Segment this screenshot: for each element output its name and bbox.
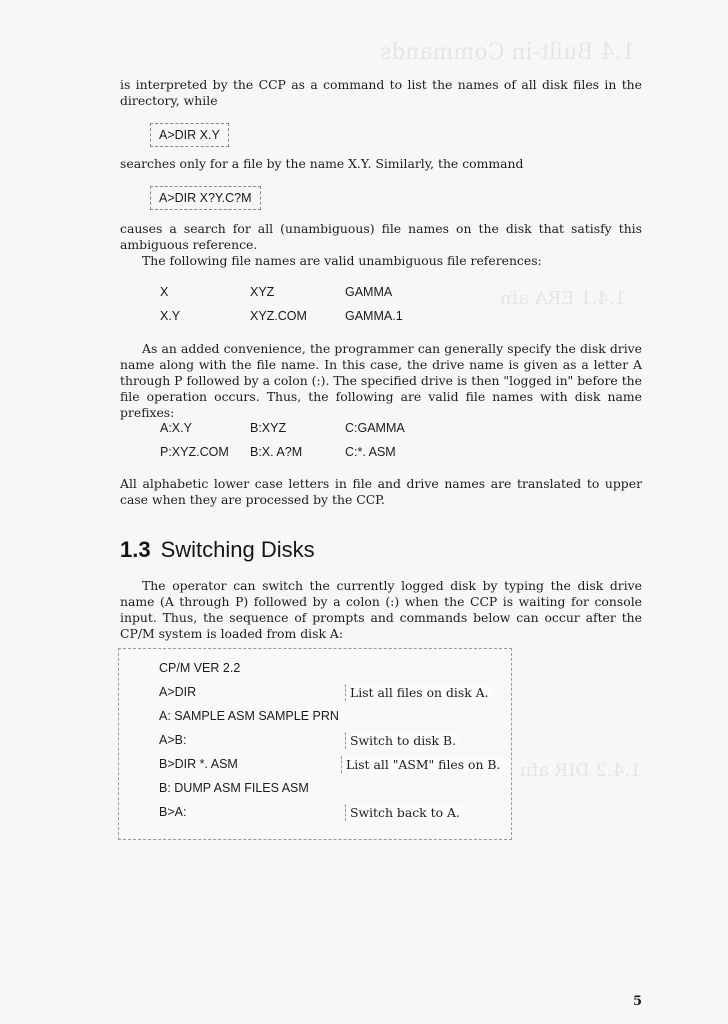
prefix-name-cell: B:X. A?M [250, 445, 303, 459]
prefix-name-cell: C:GAMMA [345, 421, 405, 435]
command-example-dir-xy: A>DIR X.Y [150, 123, 229, 147]
terminal-line: A>B: [159, 733, 187, 747]
terminal-line: B: DUMP ASM FILES ASM [159, 781, 309, 795]
bleed-through-subheading: 1.4.1 ERA afn [500, 288, 626, 309]
terminal-line: A>DIR [159, 685, 197, 699]
terminal-annotation: List all "ASM" files on B. [341, 756, 504, 773]
terminal-session-box [118, 648, 512, 840]
prefix-name-cell: C:*. ASM [345, 445, 396, 459]
paragraph-valid-names: The following file names are valid unambiguous file references: [142, 253, 542, 268]
section-number: 1.3 [120, 537, 151, 562]
terminal-line: CP/M VER 2.2 [159, 661, 241, 675]
terminal-annotation: Switch back to A. [345, 804, 464, 821]
prefix-name-cell: B:XYZ [250, 421, 287, 435]
terminal-annotation: Switch to disk B. [345, 732, 460, 749]
valid-name-cell: X.Y [160, 309, 181, 323]
terminal-line: A: SAMPLE ASM SAMPLE PRN [159, 709, 339, 723]
terminal-line: B>DIR *. ASM [159, 757, 238, 771]
page-number: 5 [632, 994, 642, 1009]
paragraph-causes: causes a search for all (unambiguous) file names on the disk that satisfy this ambiguous reference. [120, 221, 642, 252]
valid-name-cell: XYZ [250, 285, 275, 299]
bleed-through-heading: 1.4 Built-in Commands [380, 40, 636, 65]
prefix-name-cell: P:XYZ.COM [160, 445, 229, 459]
command-example-dir-ambiguous: A>DIR X?Y.C?M [150, 186, 261, 210]
paragraph-lowercase: All alphabetic lower case letters in file and drive names are translated to upper case when they are processed by the CCP. [120, 476, 642, 507]
valid-name-cell: X [160, 285, 169, 299]
bleed-through-subheading-2: 1.4.2 DIR afn [520, 760, 642, 781]
paragraph-search: searches only for a file by the name X.Y. Similarly, the command [120, 156, 524, 171]
valid-name-cell: XYZ.COM [250, 309, 307, 323]
paragraph-convenience: As an added convenience, the programmer can generally specify the disk drive name along with the file name. In this case, the drive name is given as a letter A through P followed by a colon (:). The specified drive is then "logged in" before the file operation occurs. Thus, the following are valid file names with disk name prefixes: [120, 341, 642, 420]
paragraph-operator: The operator can switch the currently logged disk by typing the disk drive name (A through P) followed by a colon (:) when the CCP is waiting for console input. Thus, the sequence of prompts and commands below can occur after the CP/M system is loaded from disk A: [120, 578, 642, 641]
terminal-line: B>A: [159, 805, 187, 819]
paragraph-intro: is interpreted by the CCP as a command to list the names of all disk files in the directory, while [120, 77, 642, 108]
section-title: Switching Disks [160, 537, 315, 562]
section-heading [120, 536, 315, 564]
terminal-annotation: List all files on disk A. [345, 684, 493, 701]
valid-name-cell: GAMMA [345, 285, 393, 299]
prefix-name-cell: A:X.Y [160, 421, 192, 435]
valid-name-cell: GAMMA.1 [345, 309, 403, 323]
